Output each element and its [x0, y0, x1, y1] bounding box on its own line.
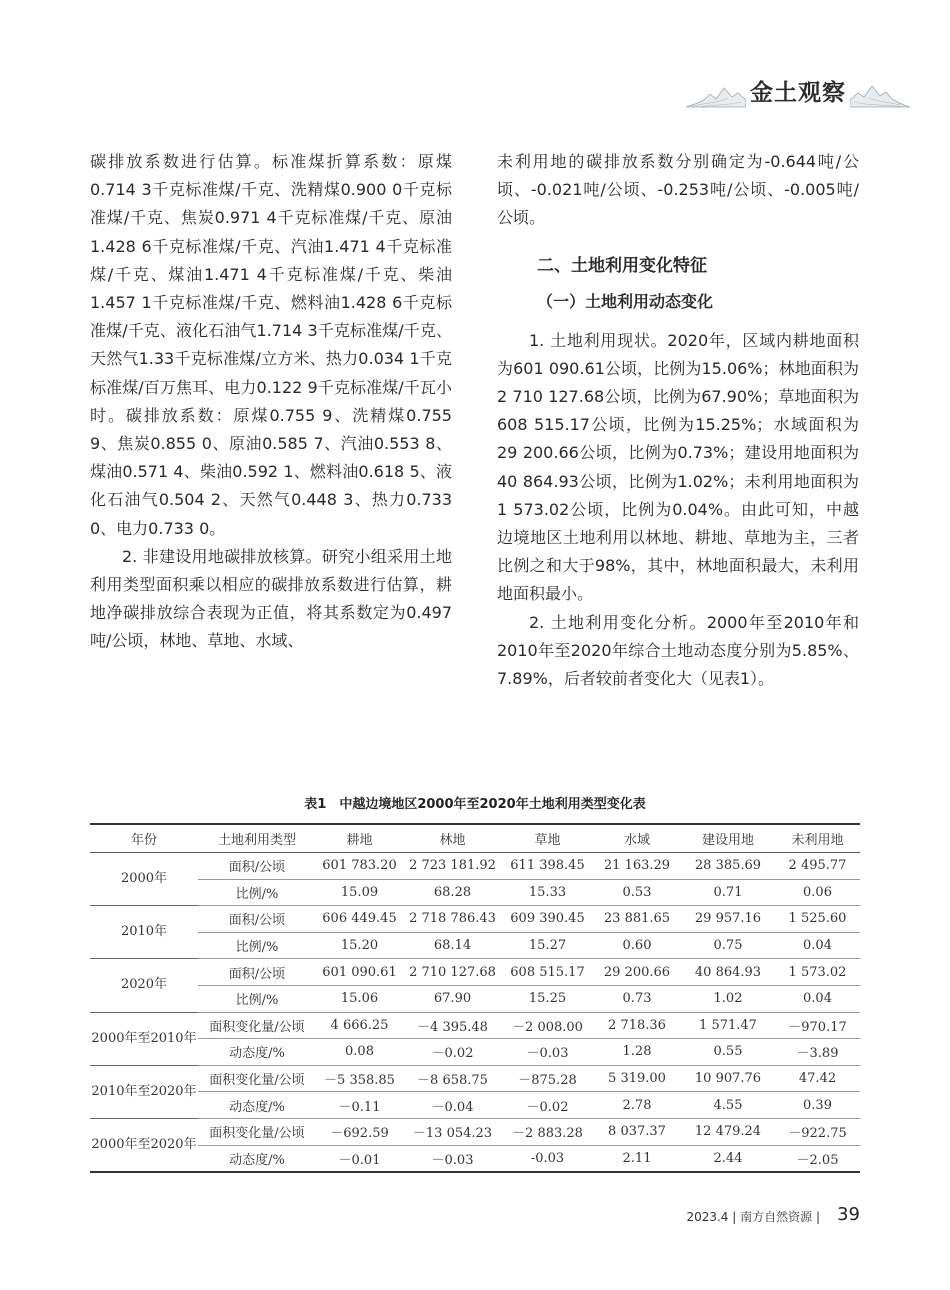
value-cell: -0.03: [502, 1145, 593, 1172]
value-cell: －692.59: [316, 1118, 403, 1145]
value-cell: 611 398.45: [502, 853, 593, 880]
value-cell: －970.17: [775, 1012, 860, 1039]
value-cell: －922.75: [775, 1118, 860, 1145]
value-cell: 47.42: [775, 1065, 860, 1092]
body-paragraph: 1. 土地利用现状。2020年，区域内耕地面积为601 090.61公顷，比例为15.06%；林地面积为2 710 127.68公顷，比例为67.90%；草地面积为608 515.17公顷，比例为15.25%；水域面积为29 200.66公顷，比例为0.73%；建设用地面积为40 864.93公顷，比例为1.02%；未利用地面积为1 573.02公顷，比例为0.04%。由此可知，中越边境地区土地利用以林地、耕地、草地为主，三者比例之和大于98%，其中，林地面积最大，未利用地面积最小。: [497, 330, 859, 604]
body-paragraph: 2. 非建设用地碳排放核算。研究小组采用土地利用类型面积乘以相应的碳排放系数进行估算，耕地净碳排放综合表现为正值，将其系数定为0.497吨/公顷，林地、草地、水域、: [90, 546, 452, 651]
value-cell: 0.39: [775, 1092, 860, 1119]
row-label: 比例/%: [198, 985, 316, 1012]
value-cell: 0.60: [593, 932, 681, 959]
year-cell: 2000年至2010年: [90, 1012, 198, 1065]
value-cell: 1 571.47: [681, 1012, 775, 1039]
page-footer: [686, 1204, 860, 1228]
table-row: [90, 1039, 860, 1066]
row-label: 动态度/%: [198, 1039, 316, 1066]
value-cell: －0.11: [316, 1092, 403, 1119]
value-cell: 1 525.60: [775, 906, 860, 933]
journal-name: 南方自然资源: [740, 1210, 813, 1224]
value-cell: 2 718.36: [593, 1012, 681, 1039]
year-cell: 2000年至2020年: [90, 1118, 198, 1172]
value-cell: 606 449.45: [316, 906, 403, 933]
value-cell: －0.04: [403, 1092, 502, 1119]
table-header-row: [90, 824, 860, 853]
value-cell: －875.28: [502, 1065, 593, 1092]
page-number: 39: [837, 1204, 860, 1225]
table-row: [90, 853, 860, 880]
row-label: 比例/%: [198, 879, 316, 906]
value-cell: 29 957.16: [681, 906, 775, 933]
value-cell: －2 008.00: [502, 1012, 593, 1039]
row-label: 面积变化量/公顷: [198, 1118, 316, 1145]
table-row: [90, 932, 860, 959]
value-cell: －0.03: [502, 1039, 593, 1066]
value-cell: 10 907.76: [681, 1065, 775, 1092]
right-column: [497, 148, 859, 693]
mountain-decoration-icon: [850, 80, 910, 110]
value-cell: 15.25: [502, 985, 593, 1012]
issue-number: 2023.4: [686, 1210, 729, 1224]
value-cell: 12 479.24: [681, 1118, 775, 1145]
table-row: [90, 906, 860, 933]
table-row: [90, 1092, 860, 1119]
value-cell: 609 390.45: [502, 906, 593, 933]
value-cell: 15.33: [502, 879, 593, 906]
value-cell: 40 864.93: [681, 959, 775, 986]
row-label: 面积/公顷: [198, 853, 316, 880]
value-cell: 15.06: [316, 985, 403, 1012]
land-use-table: [90, 823, 860, 1173]
left-column: [90, 148, 452, 656]
value-cell: －0.02: [403, 1039, 502, 1066]
value-cell: 0.55: [681, 1039, 775, 1066]
footer-info: 2023.4 | 南方自然资源 |: [686, 1210, 820, 1224]
table-caption: 表1 中越边境地区2000年至2020年土地利用类型变化表: [304, 797, 646, 812]
row-label: 面积/公顷: [198, 959, 316, 986]
column-header: 草地: [502, 824, 593, 853]
value-cell: －4 395.48: [403, 1012, 502, 1039]
column-header: 林地: [403, 824, 502, 853]
value-cell: 2 723 181.92: [403, 853, 502, 880]
value-cell: －0.01: [316, 1145, 403, 1172]
table-row: [90, 879, 860, 906]
value-cell: 0.53: [593, 879, 681, 906]
value-cell: 1.28: [593, 1039, 681, 1066]
body-paragraph: 2. 土地利用变化分析。2000年至2010年和2010年至2020年综合土地动态度分别为5.85%、7.89%，后者较前者变化大（见表1）。: [497, 612, 859, 689]
column-header: 建设用地: [681, 824, 775, 853]
row-label: 比例/%: [198, 932, 316, 959]
value-cell: －8 658.75: [403, 1065, 502, 1092]
value-cell: 2.78: [593, 1092, 681, 1119]
subsection-heading: （一）土地利用动态变化: [537, 291, 714, 311]
value-cell: 601 090.61: [316, 959, 403, 986]
row-label: 动态度/%: [198, 1145, 316, 1172]
value-cell: 0.71: [681, 879, 775, 906]
value-cell: 67.90: [403, 985, 502, 1012]
value-cell: 15.20: [316, 932, 403, 959]
value-cell: 0.06: [775, 879, 860, 906]
body-paragraph: 未利用地的碳排放系数分别确定为-0.644吨/公顷、-0.021吨/公顷、-0.253吨/公顷、-0.005吨/公顷。: [497, 152, 859, 228]
value-cell: －13 054.23: [403, 1118, 502, 1145]
year-cell: 2010年至2020年: [90, 1065, 198, 1118]
year-cell: 2020年: [90, 959, 198, 1012]
column-header: 未利用地: [775, 824, 860, 853]
value-cell: 5 319.00: [593, 1065, 681, 1092]
value-cell: －2.05: [775, 1145, 860, 1172]
value-cell: 2 710 127.68: [403, 959, 502, 986]
value-cell: 2.11: [593, 1145, 681, 1172]
value-cell: 4.55: [681, 1092, 775, 1119]
row-label: 面积变化量/公顷: [198, 1065, 316, 1092]
value-cell: 15.27: [502, 932, 593, 959]
value-cell: 8 037.37: [593, 1118, 681, 1145]
value-cell: 4 666.25: [316, 1012, 403, 1039]
value-cell: －0.02: [502, 1092, 593, 1119]
row-label: 面积变化量/公顷: [198, 1012, 316, 1039]
table-row: [90, 985, 860, 1012]
value-cell: 68.14: [403, 932, 502, 959]
column-header: 土地利用类型: [198, 824, 316, 853]
value-cell: 0.08: [316, 1039, 403, 1066]
section-title: 金土观察: [750, 79, 846, 106]
column-header: 水域: [593, 824, 681, 853]
row-label: 动态度/%: [198, 1092, 316, 1119]
value-cell: 0.04: [775, 932, 860, 959]
value-cell: 68.28: [403, 879, 502, 906]
table-row: [90, 1065, 860, 1092]
value-cell: －2 883.28: [502, 1118, 593, 1145]
year-cell: 2010年: [90, 906, 198, 959]
value-cell: 2.44: [681, 1145, 775, 1172]
row-label: 面积/公顷: [198, 906, 316, 933]
value-cell: 0.75: [681, 932, 775, 959]
body-paragraph: 碳排放系数进行估算。标准煤折算系数：原煤0.714 3千克标准煤/千克、洗精煤0.900 0千克标准煤/千克、焦炭0.971 4千克标准煤/千克、原油1.428 6千克标准煤/千克、汽油1.471 4千克标准煤/千克、煤油1.471 4千克标准煤/千克、柴油1.457 1千克标准煤/千克、燃料油1.428 6千克标准煤/千克、液化石油气1.714 3千克标准煤/千克、天然气1.33千克标准煤/立方米、热力0.034 1千克标准煤/百万焦耳、电力0.122 9千克标准煤/千瓦小时。碳排放系数：原煤0.755 9、洗精煤0.755 9、焦炭0.855 0、原油0.585 7、汽油0.553 8、煤油0.571 4、柴油0.592 1、燃料油0.618 5、液化石油气0.504 2、天然气0.448 3、热力0.733 0、电力0.733 0。: [90, 152, 452, 538]
value-cell: －3.89: [775, 1039, 860, 1066]
section-heading: 二、土地利用变化特征: [537, 255, 707, 276]
value-cell: 608 515.17: [502, 959, 593, 986]
value-cell: 1 573.02: [775, 959, 860, 986]
value-cell: 29 200.66: [593, 959, 681, 986]
column-header: 耕地: [316, 824, 403, 853]
value-cell: －5 358.85: [316, 1065, 403, 1092]
value-cell: 21 163.29: [593, 853, 681, 880]
value-cell: 15.09: [316, 879, 403, 906]
column-header: 年份: [90, 824, 198, 853]
value-cell: －0.03: [403, 1145, 502, 1172]
value-cell: 2 718 786.43: [403, 906, 502, 933]
table-row: [90, 1145, 860, 1172]
value-cell: 28 385.69: [681, 853, 775, 880]
table-row: [90, 959, 860, 986]
section-header: [686, 72, 900, 112]
table-row: [90, 1012, 860, 1039]
value-cell: 23 881.65: [593, 906, 681, 933]
value-cell: 1.02: [681, 985, 775, 1012]
value-cell: 0.73: [593, 985, 681, 1012]
year-cell: 2000年: [90, 853, 198, 906]
mountain-decoration-icon: [686, 80, 746, 110]
value-cell: 0.04: [775, 985, 860, 1012]
table-row: [90, 1118, 860, 1145]
value-cell: 2 495.77: [775, 853, 860, 880]
value-cell: 601 783.20: [316, 853, 403, 880]
